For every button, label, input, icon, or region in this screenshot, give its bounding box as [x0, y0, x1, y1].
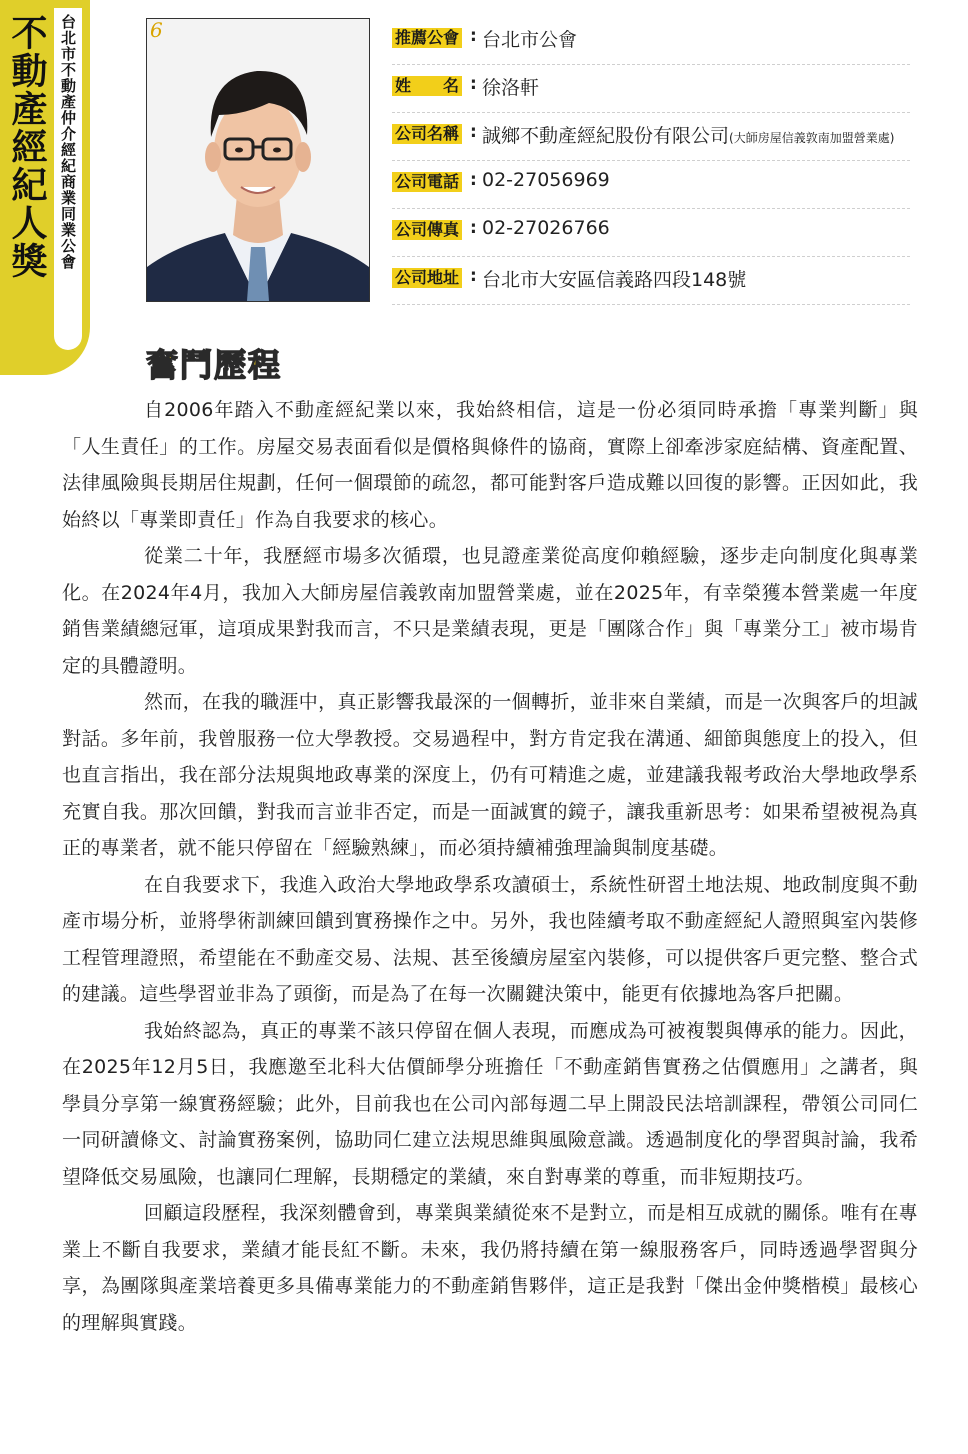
info-colon: :: [470, 122, 477, 142]
story-body: [62, 392, 918, 1341]
info-row-address: [392, 256, 910, 305]
story-paragraph: 自2006年踏入不動產經紀業以來，我始終相信，這是一份必須同時承擔「專業判斷」與「人生責任」的工作。房屋交易表面看似是價格與條件的協商，實際上卻牽涉家庭結構、資產配置、法律風險與長期居住規劃，任何一個環節的疏忽，都可能對客戶造成難以回復的影響。正因如此，我始終以「專業即責任」作為自我要求的核心。: [62, 399, 918, 531]
story-paragraph: 在自我要求下，我進入政治大學地政學系攻讀碩士，系統性研習土地法規、地政制度與不動產市場分析，並將學術訓練回饋到實務操作之中。另外，我也陸續考取不動產經紀人證照與室內裝修工程管理證照，希望能在不動產交易、法規、甚至後續房屋室內裝修，可以提供客戶更完整、整合式的建議。這些學習並非為了頭銜，而是為了在每一次關鍵決策中，能更有依據地為客戶把關。: [62, 873, 918, 1005]
story-paragraph: 我始終認為，真正的專業不該只停留在個人表現，而應成為可被複製與傳承的能力。因此，在2025年12月5日，我應邀至北科大估價師學分班擔任「不動產銷售實務之估價應用」之講者，與學員分享第一線實務經驗；此外，目前我也在公司內部每週二早上開設民法培訓課程，帶領公司同仁一同研讀條文、討論實務案例，協助同仁建立法規思維與風險意識。透過制度化的學習與討論，我希望降低交易風險，也讓同仁理解，長期穩定的業績，來自對專業的尊重，而非短期技巧。: [62, 1019, 918, 1188]
info-label: 推薦公會: [392, 28, 462, 48]
info-row-association: [392, 16, 910, 65]
info-label: 公司名稱: [392, 124, 462, 144]
info-colon: :: [470, 26, 477, 46]
award-title: 不動產經紀人獎: [6, 14, 47, 280]
photo-number-mark: 6: [150, 18, 163, 42]
info-colon: :: [470, 170, 477, 190]
story-paragraph: 然而，在我的職涯中，真正影響我最深的一個轉折，並非來自業績，而是一次與客戶的坦誠對話。多年前，我曾服務一位大學教授。交易過程中，對方肯定我在溝通、細節與態度上的投入，但也直言指出，我在部分法規與地政專業的深度上，仍有可精進之處，並建議我報考政治大學地政學系充實自我。那次回饋，對我而言並非否定，而是一面誠實的鏡子，讓我重新思考：如果希望被視為真正的專業者，就不能只停留在「經驗熟練」，而必須持續補強理論與制度基礎。: [62, 691, 918, 859]
company-branch-note: (大師房屋信義敦南加盟營業處): [729, 131, 895, 145]
info-label: 公司傳真: [392, 220, 462, 240]
info-label: 公司地址: [392, 268, 462, 288]
info-row-company: [392, 112, 910, 161]
award-banner: [0, 0, 90, 375]
info-value: 02-27026766: [482, 217, 610, 239]
info-label: 姓 名: [392, 76, 462, 96]
info-value: 02-27056969: [482, 169, 610, 191]
info-value: 徐洛軒: [482, 77, 540, 99]
info-row-fax: [392, 208, 910, 257]
association-tab: [54, 8, 82, 350]
info-colon: :: [470, 74, 477, 94]
info-value: 台北市公會: [482, 29, 578, 51]
section-title: 奮鬥歷程: [146, 346, 283, 384]
story-paragraph: 從業二十年，我歷經市場多次循環，也見證產業從高度仰賴經驗，逐步走向制度化與專業化。在2024年4月，我加入大師房屋信義敦南加盟營業處，並在2025年，有幸榮獲本營業處一年度銷售業績總冠軍，這項成果對我而言，不只是業績表現，更是「團隊合作」與「專業分工」被市場肯定的具體證明。: [62, 545, 918, 677]
association-name: 台北市不動產仲介經紀商業同業公會: [59, 14, 77, 270]
info-row-phone: [392, 160, 910, 209]
info-row-name: [392, 64, 910, 113]
portrait-photo: [146, 18, 370, 302]
info-value: 誠鄉不動產經紀股份有限公司(大師房屋信義敦南加盟營業處): [482, 125, 895, 147]
info-colon: :: [470, 266, 477, 286]
portrait-illustration: [147, 19, 369, 301]
info-colon: :: [470, 218, 477, 238]
info-label: 公司電話: [392, 172, 462, 192]
story-paragraph: 回顧這段歷程，我深刻體會到，專業與業績從來不是對立，而是相互成就的關係。唯有在專業上不斷自我要求，業績才能長紅不斷。未來，我仍將持續在第一線服務客戶，同時透過學習與分享，為團隊與產業培養更多具備專業能力的不動產銷售夥伴，這正是我對「傑出金仲獎楷模」最核心的理解與實踐。: [62, 1202, 918, 1334]
info-value: 台北市大安區信義路四段148號: [482, 269, 747, 291]
